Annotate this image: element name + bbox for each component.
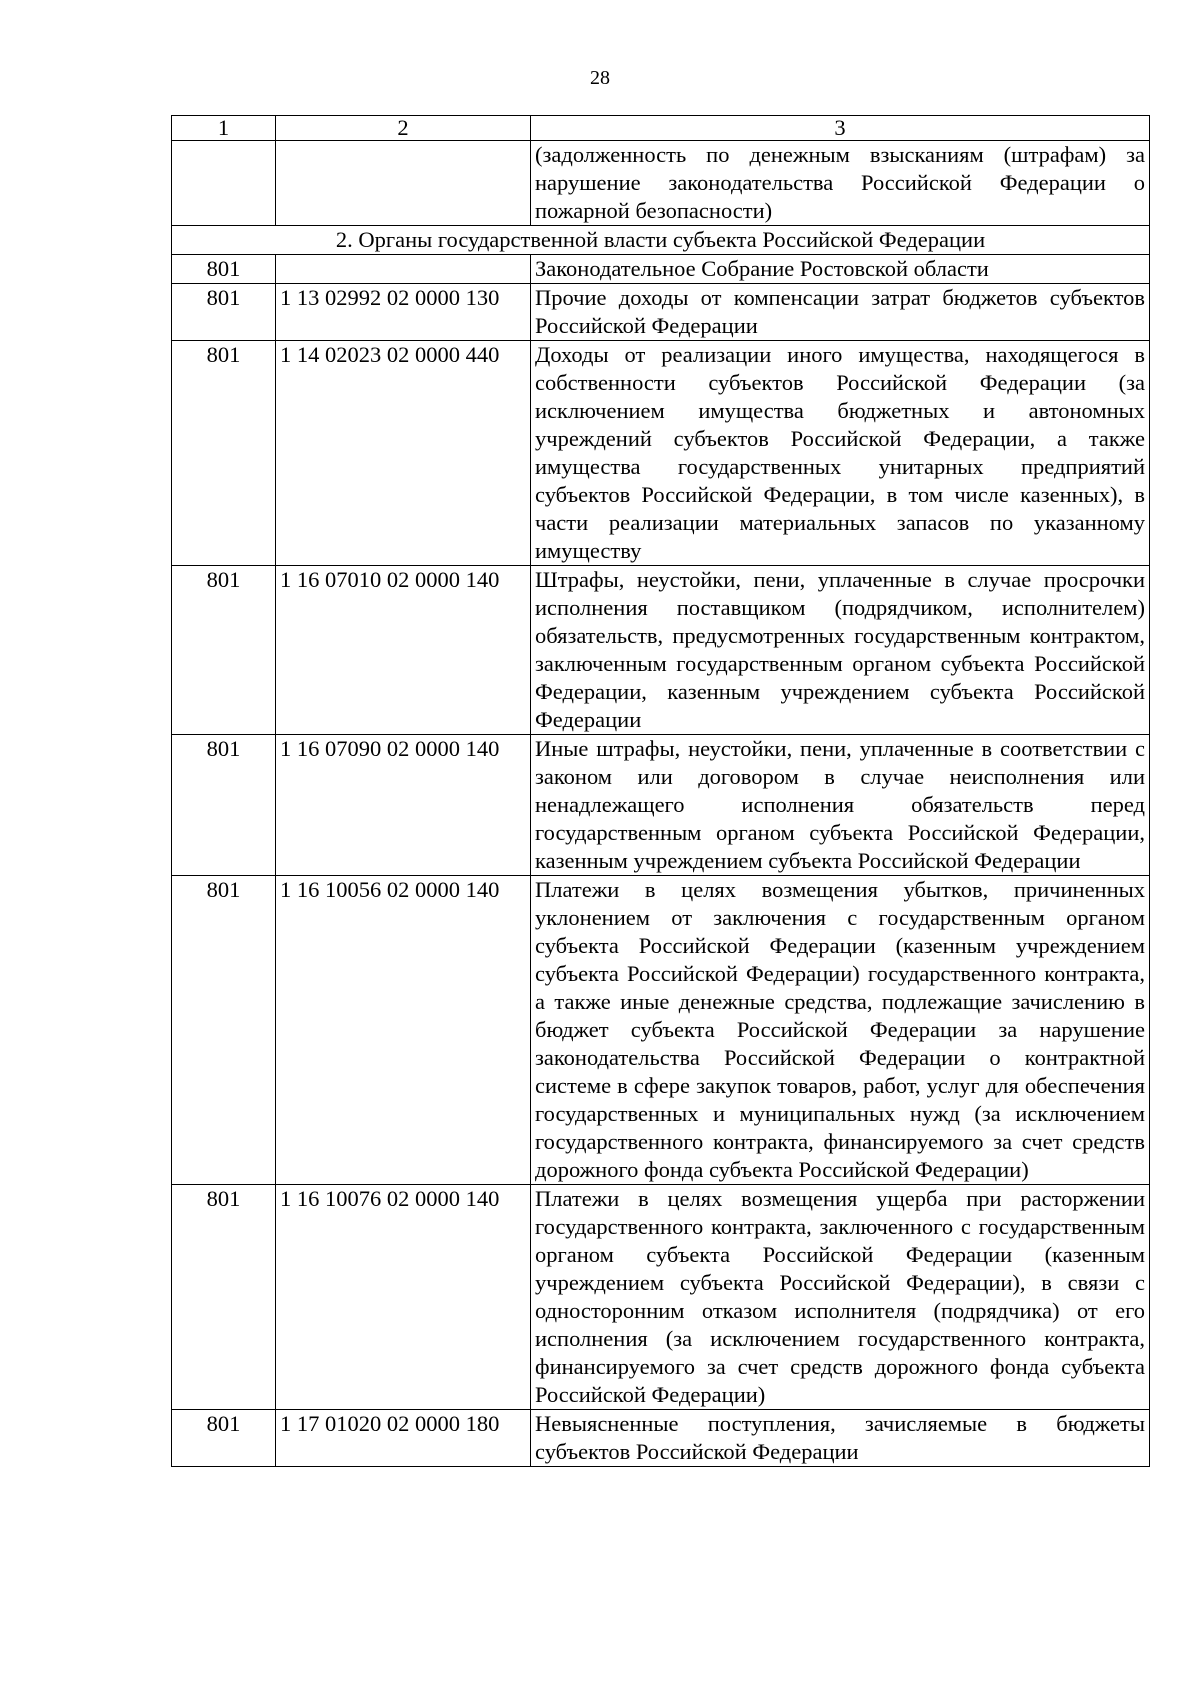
admin-code-cell: 801 bbox=[172, 876, 276, 1185]
table-row bbox=[172, 566, 1150, 735]
budget-code-cell: 1 16 10076 02 0000 140 bbox=[276, 1185, 531, 1410]
section-heading-row bbox=[172, 226, 1150, 255]
revenue-codes-table bbox=[171, 115, 1150, 1467]
table-row bbox=[172, 284, 1150, 341]
admin-code-cell: 801 bbox=[172, 1410, 276, 1467]
admin-code-cell: 801 bbox=[172, 1185, 276, 1410]
table-body bbox=[172, 255, 1150, 1467]
budget-code-cell: 1 16 07010 02 0000 140 bbox=[276, 566, 531, 735]
description-cell: Иные штрафы, неустойки, пени, уплаченные в соответствии с законом или договором в случае неисполнения или ненадлежащего исполнения обязательств перед государственным органом субъекта Российской Федерации, казенным учреждением субъекта Российской Федерации bbox=[531, 735, 1150, 876]
table-row bbox=[172, 735, 1150, 876]
description-cell: Законодательное Собрание Ростовской области bbox=[531, 255, 1150, 284]
description-cell: Штрафы, неустойки, пени, уплаченные в случае просрочки исполнения поставщиком (подрядчиком, исполнителем) обязательств, предусмотренных государственным контрактом, заключенным государственным органом субъекта Российской Федерации, казенным учреждением субъекта Российской Федерации bbox=[531, 566, 1150, 735]
admin-code-cell: 801 bbox=[172, 735, 276, 876]
admin-code-cell: 801 bbox=[172, 566, 276, 735]
budget-code-cell: 1 17 01020 02 0000 180 bbox=[276, 1410, 531, 1467]
table-row bbox=[172, 1185, 1150, 1410]
table-row bbox=[172, 1410, 1150, 1467]
admin-code-cell: 801 bbox=[172, 341, 276, 566]
header-col-2: 2 bbox=[276, 116, 531, 141]
description-cell: (задолженность по денежным взысканиям (штрафам) за нарушение законодательства Российской Федерации о пожарной безопасности) bbox=[531, 141, 1150, 226]
description-cell: Доходы от реализации иного имущества, находящегося в собственности субъектов Российской Федерации (за исключением имущества бюджетных и автономных учреждений субъектов Российской Федерации, а также имущества государственных унитарных предприятий субъектов Российской Федерации, в том числе казенных), в части реализации материальных запасов по указанному имуществу bbox=[531, 341, 1150, 566]
admin-code-cell: 801 bbox=[172, 255, 276, 284]
budget-code-cell: 1 14 02023 02 0000 440 bbox=[276, 341, 531, 566]
description-cell: Платежи в целях возмещения ущерба при расторжении государственного контракта, заключенного с государственным органом субъекта Российской Федерации (казенным учреждением субъекта Российской Федерации), в связи с односторонним отказом исполнителя (подрядчика) от его исполнения (за исключением государственного контракта, финансируемого за счет средств дорожного фонда субъекта Российской Федерации) bbox=[531, 1185, 1150, 1410]
budget-code-cell bbox=[276, 255, 531, 284]
description-cell: Платежи в целях возмещения убытков, причиненных уклонением от заключения с государственным органом субъекта Российской Федерации (казенным учреждением субъекта Российской Федерации) государственного контракта, а также иные денежные средства, подлежащие зачислению в бюджет субъекта Российской Федерации за нарушение законодательства Российской Федерации о контрактной системе в сфере закупок товаров, работ, услуг для обеспечения государственных и муниципальных нужд (за исключением государственного контракта, финансируемого за счет средств дорожного фонда субъекта Российской Федерации) bbox=[531, 876, 1150, 1185]
header-col-3: 3 bbox=[531, 116, 1150, 141]
description-cell: Невыясненные поступления, зачисляемые в бюджеты субъектов Российской Федерации bbox=[531, 1410, 1150, 1467]
admin-code-cell: 801 bbox=[172, 284, 276, 341]
budget-code-cell: 1 13 02992 02 0000 130 bbox=[276, 284, 531, 341]
table-row bbox=[172, 255, 1150, 284]
header-col-1: 1 bbox=[172, 116, 276, 141]
budget-code-cell: 1 16 07090 02 0000 140 bbox=[276, 735, 531, 876]
table-row bbox=[172, 341, 1150, 566]
page-number: 28 bbox=[590, 67, 610, 89]
table-header-row bbox=[172, 116, 1150, 141]
section-heading: 2. Органы государственной власти субъекта Российской Федерации bbox=[172, 226, 1150, 255]
table-row bbox=[172, 876, 1150, 1185]
description-cell: Прочие доходы от компенсации затрат бюджетов субъектов Российской Федерации bbox=[531, 284, 1150, 341]
admin-code-cell bbox=[172, 141, 276, 226]
budget-code-cell bbox=[276, 141, 531, 226]
table-row bbox=[172, 141, 1150, 226]
budget-code-cell: 1 16 10056 02 0000 140 bbox=[276, 876, 531, 1185]
